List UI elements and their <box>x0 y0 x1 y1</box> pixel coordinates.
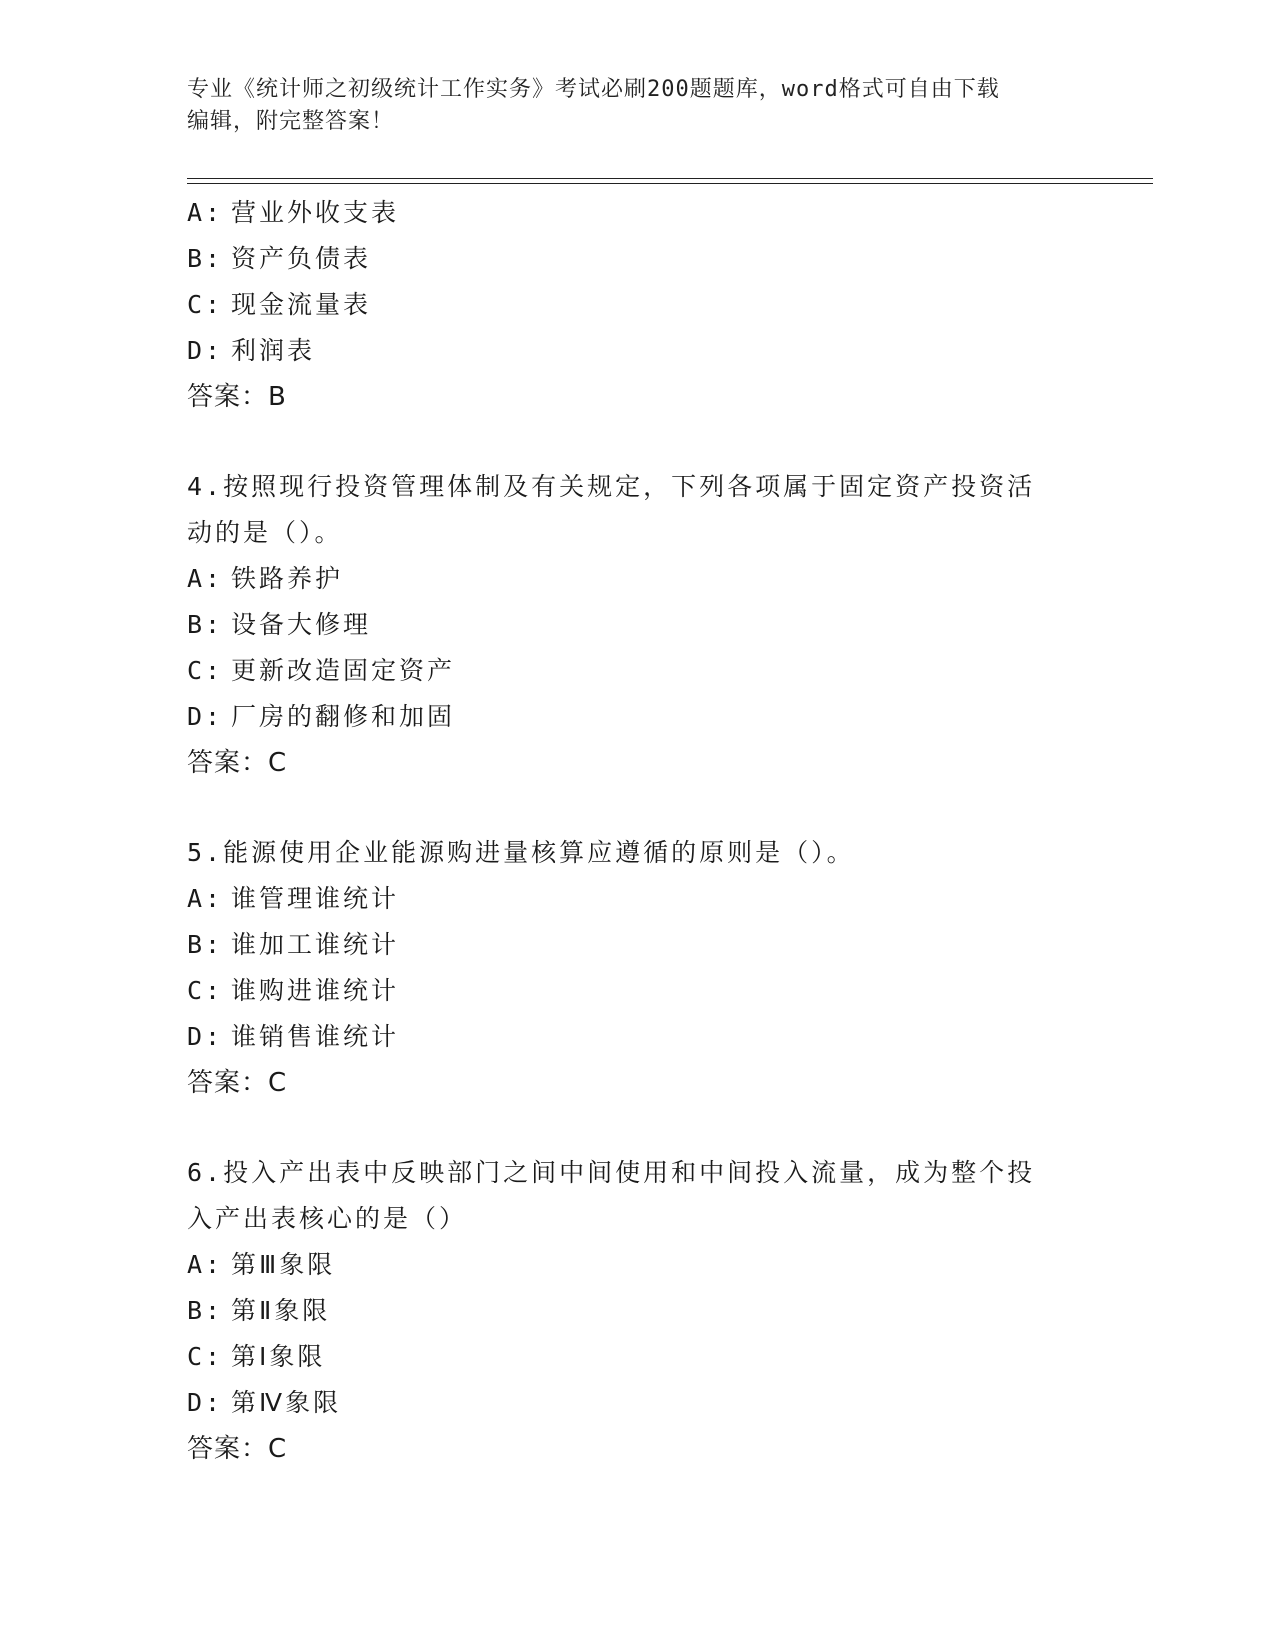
question-text: 动的是（）。 <box>187 518 343 547</box>
question-text: 4.按照现行投资管理体制及有关规定，下列各项属于固定资产投资活 <box>187 472 1036 501</box>
option-c: C: 现金流量表 <box>187 290 372 319</box>
document-header <box>187 74 1087 138</box>
question-text: 入产出表核心的是（） <box>187 1204 468 1233</box>
option-a: A: 铁路养护 <box>187 564 344 593</box>
option-b: B: 谁加工谁统计 <box>187 930 400 959</box>
option-d: D: 谁销售谁统计 <box>187 1022 400 1051</box>
option-a: A: 营业外收支表 <box>187 198 400 227</box>
question-block <box>187 830 1087 1106</box>
answer-line: 答案：C <box>187 1068 288 1098</box>
option-d: D: 第Ⅳ象限 <box>187 1388 342 1417</box>
header-divider-bottom <box>187 183 1153 184</box>
question-block <box>187 190 1087 420</box>
option-a: A: 谁管理谁统计 <box>187 884 400 913</box>
question-text: 6.投入产出表中反映部门之间中间使用和中间投入流量，成为整个投 <box>187 1158 1036 1187</box>
option-c: C: 第Ⅰ象限 <box>187 1342 326 1371</box>
option-b: B: 第Ⅱ象限 <box>187 1296 331 1325</box>
option-b: B: 设备大修理 <box>187 610 372 639</box>
answer-line: 答案：C <box>187 748 288 778</box>
option-c: C: 谁购进谁统计 <box>187 976 400 1005</box>
question-list <box>187 190 1087 1472</box>
question-block <box>187 1150 1087 1472</box>
header-divider-top <box>187 178 1153 179</box>
option-a: A: 第Ⅲ象限 <box>187 1250 336 1279</box>
answer-line: 答案：C <box>187 1434 288 1464</box>
option-b: B: 资产负债表 <box>187 244 372 273</box>
answer-line: 答案：B <box>187 382 287 412</box>
option-d: D: 厂房的翻修和加固 <box>187 702 456 731</box>
question-block <box>187 464 1087 786</box>
option-d: D: 利润表 <box>187 336 316 365</box>
option-c: C: 更新改造固定资产 <box>187 656 456 685</box>
question-text: 5.能源使用企业能源购进量核算应遵循的原则是（）。 <box>187 838 855 867</box>
header-line-1: 专业《统计师之初级统计工作实务》考试必刷200题题库，word格式可自由下载 <box>187 77 1000 102</box>
header-line-2: 编辑，附完整答案！ <box>187 109 395 134</box>
